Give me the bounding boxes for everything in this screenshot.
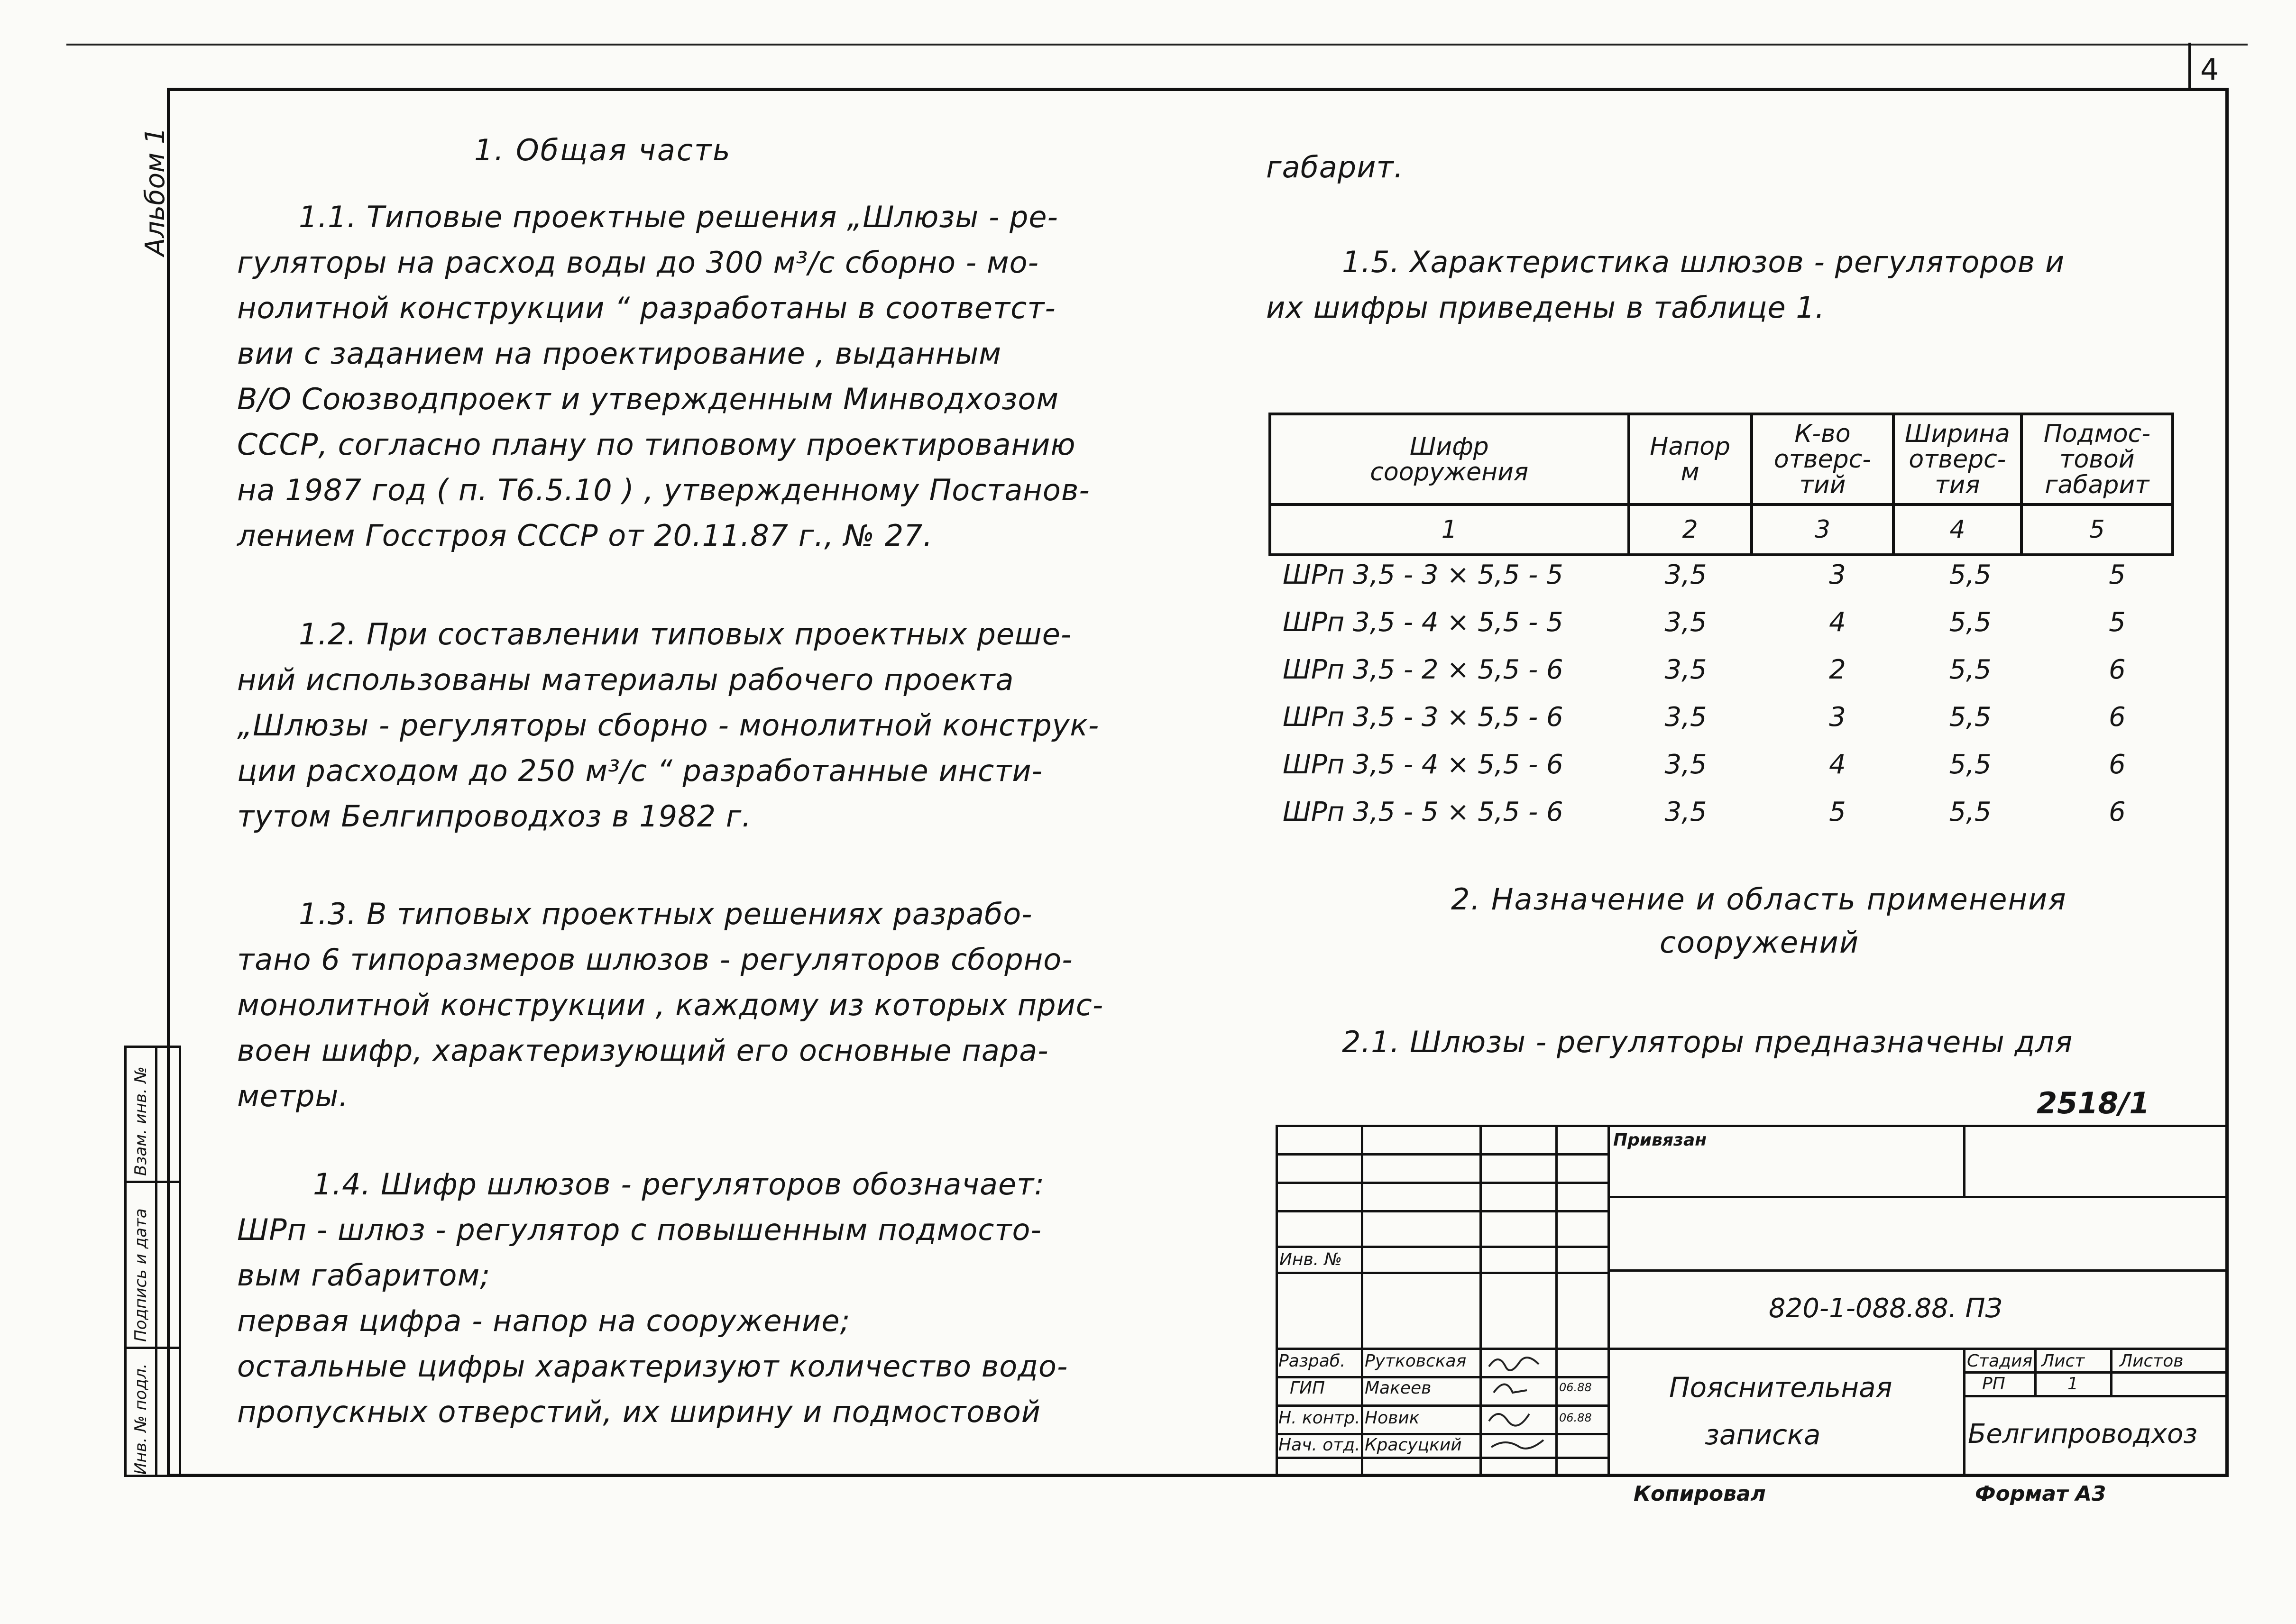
- tb-line: [1607, 1475, 2229, 1477]
- table-cell: 6: [2109, 702, 2126, 733]
- table-cell: 5: [2109, 607, 2126, 638]
- signature-date-label: Подпись и дата: [131, 1208, 150, 1342]
- structure-code-cell: ШРп 3,5 - 4 × 5,5 - 5: [1283, 607, 1563, 638]
- paragraph-1-1: [237, 194, 1090, 559]
- tb-line: [1607, 1348, 2229, 1350]
- section-2-title-line: сооружений: [1660, 925, 1860, 960]
- text-line: остальные цифры характеризуют количество водо-: [237, 1349, 1068, 1384]
- sign-date: 06.88: [1559, 1381, 1592, 1394]
- table-cell: 6: [2109, 749, 2126, 780]
- role-label: ГИП: [1290, 1378, 1325, 1398]
- table-row: [1283, 560, 2188, 607]
- table-1: [1268, 413, 2174, 556]
- table-cell: 5: [2109, 560, 2126, 590]
- tb-line: [1479, 1125, 1482, 1477]
- signatures: [1484, 1348, 1555, 1457]
- text-line: их шифры приведены в таблице 1.: [1266, 290, 1825, 325]
- table-cell: 4: [1829, 607, 1846, 638]
- text-line: монолитной конструкции , каждому из которых прис-: [237, 988, 1104, 1022]
- column-number: 5: [2021, 505, 2173, 555]
- document-name-line-2: записка: [1705, 1419, 1821, 1451]
- section-2-title-line: 2. Назначение и область применения: [1451, 882, 2067, 917]
- table-header-row: [1270, 414, 2173, 505]
- replaced-inv-label: Взам. инв. №: [131, 1066, 150, 1176]
- tb-line: [1276, 1246, 1607, 1248]
- sheet-label: Лист: [2041, 1351, 2085, 1371]
- table-header-cell: [1270, 414, 1629, 505]
- table-row: [1283, 607, 2188, 654]
- table-cell: 2: [1829, 654, 1846, 685]
- table-cell: 6: [2109, 654, 2126, 685]
- tb-line: [1607, 1196, 2229, 1198]
- header-text: отверс-: [1909, 445, 2006, 474]
- column-number: 2: [1629, 505, 1752, 555]
- text-line: 1.2. При составлении типовых проектных реше-: [299, 617, 1072, 651]
- inv-original-label: Инв. № подл.: [131, 1363, 150, 1475]
- text-line: ции расходом до 250 м³/с “ разработанные инсти-: [237, 753, 1043, 788]
- table-row: [1283, 749, 2188, 797]
- text-line: 1.1. Типовые проектные решения „Шлюзы - ре-: [299, 200, 1058, 234]
- tb-line: [1361, 1125, 1363, 1477]
- copied-label: Копировал: [1634, 1482, 1766, 1506]
- header-text: отверс-: [1773, 445, 1871, 474]
- table-cell: 5,5: [1949, 702, 1992, 733]
- header-text: сооружения: [1370, 458, 1529, 486]
- tb-line: [1607, 1269, 2229, 1272]
- tb-line: [1963, 1371, 2229, 1374]
- side-stamp-divider: [127, 1347, 179, 1349]
- organization-name: Белгипроводхоз: [1968, 1419, 2198, 1450]
- role-label: Разраб.: [1278, 1351, 1346, 1371]
- table-cell: 3: [1829, 702, 1846, 733]
- table-header-cell: [1893, 414, 2021, 505]
- text-line: на 1987 год ( п. Т6.5.10 ) , утвержденному Постанов-: [237, 473, 1090, 507]
- side-stamp: [124, 1046, 181, 1477]
- table-cell: 3,5: [1664, 607, 1707, 638]
- sheet-value: 1: [2067, 1374, 2078, 1394]
- table-cell: 3,5: [1664, 749, 1707, 780]
- structure-code-cell: ШРп 3,5 - 4 × 5,5 - 6: [1283, 749, 1563, 780]
- role-label: Н. контр.: [1278, 1408, 1360, 1428]
- header-text: Напор: [1650, 432, 1731, 461]
- table-cell: 5,5: [1949, 797, 1992, 827]
- sign-date: 06.88: [1559, 1411, 1592, 1424]
- side-stamp-divider: [155, 1048, 157, 1475]
- document-code: 820-1-088.88. ПЗ: [1769, 1293, 2002, 1324]
- tb-line: [1276, 1210, 1607, 1212]
- text-line: тано 6 типоразмеров шлюзов - регуляторов сборно-: [237, 942, 1073, 977]
- section-1-title: 1. Общая часть: [474, 133, 732, 167]
- text-line: „Шлюзы - регуляторы сборно - монолитной конструк-: [237, 708, 1100, 743]
- text-line: габарит.: [1266, 150, 1404, 184]
- text-line: метры.: [237, 1079, 349, 1113]
- header-text: габарит: [2045, 470, 2149, 499]
- text-line: 2.1. Шлюзы - регуляторы предназначены для: [1342, 1025, 2073, 1059]
- table-cell: 4: [1829, 749, 1846, 780]
- header-text: Ширина: [1904, 419, 2010, 448]
- album-label: Альбом 1: [140, 127, 171, 256]
- format-label: Формат А3: [1975, 1482, 2106, 1506]
- tb-line: [2034, 1348, 2037, 1395]
- structure-code-cell: ШРп 3,5 - 2 × 5,5 - 6: [1283, 654, 1563, 685]
- table-cell: 3: [1829, 560, 1846, 590]
- table-cell: 5,5: [1949, 607, 1992, 638]
- header-text: товой: [2059, 445, 2135, 474]
- tb-line: [1276, 1182, 1607, 1184]
- frame-top-line: [66, 44, 2248, 46]
- text-line: вии с заданием на проектирование , выданным: [237, 336, 1002, 371]
- tb-line: [1276, 1125, 2229, 1127]
- tb-line: [1276, 1125, 1278, 1477]
- continuation-text: [1266, 145, 1404, 190]
- sheets-label: Листов: [2120, 1351, 2184, 1371]
- table-header-cell: [1629, 414, 1752, 505]
- header-text: тия: [1935, 470, 1980, 499]
- bound-to-label: Привязан: [1613, 1130, 1707, 1150]
- table-header-cell: [2021, 414, 2173, 505]
- tb-line: [2226, 1125, 2229, 1477]
- tb-line: [2110, 1348, 2112, 1395]
- person-name: Макеев: [1365, 1378, 1432, 1398]
- side-stamp-divider: [127, 1181, 179, 1183]
- stage-value: РП: [1982, 1374, 2005, 1394]
- column-number: 1: [1270, 505, 1629, 555]
- section-2-title: [1451, 882, 2067, 960]
- tb-line: [1607, 1125, 1610, 1477]
- structure-code-cell: ШРп 3,5 - 3 × 5,5 - 6: [1283, 702, 1563, 733]
- page-number: 4: [2200, 52, 2219, 87]
- table-cell: 5,5: [1949, 560, 1992, 590]
- table-cell: 5,5: [1949, 749, 1992, 780]
- text-line: первая цифра - напор на сооружение;: [237, 1303, 851, 1338]
- text-line: лением Госстроя СССР от 20.11.87 г., № 27.: [237, 518, 933, 553]
- sheet-reference: 2518/1: [2037, 1086, 2150, 1120]
- paragraph-1-5: [1266, 239, 2065, 330]
- table-cell: 5: [1829, 797, 1846, 827]
- text-line: тутом Белгипроводхоз в 1982 г.: [237, 799, 752, 834]
- paragraph-1-4: [237, 1162, 1068, 1435]
- person-name: Красуцкий: [1365, 1435, 1462, 1455]
- tb-line: [1276, 1404, 1607, 1407]
- table-row: [1283, 797, 2188, 844]
- tb-line: [1963, 1125, 1965, 1196]
- tb-line: [1276, 1153, 1607, 1156]
- tb-line: [1276, 1272, 1607, 1274]
- structure-code-cell: ШРп 3,5 - 3 × 5,5 - 5: [1283, 560, 1563, 590]
- tb-line: [1276, 1376, 1607, 1378]
- header-text: Подмос-: [2043, 419, 2150, 448]
- text-line: гуляторы на расход воды до 300 м³/с сборно - мо-: [237, 245, 1039, 280]
- paragraph-1-2: [237, 612, 1099, 839]
- table-header-cell: [1752, 414, 1893, 505]
- text-line: СССР, согласно плану по типовому проектированию: [237, 427, 1076, 462]
- text-line: нолитной конструкции “ разработаны в соответст-: [237, 291, 1056, 325]
- text-line: пропускных отверстий, их ширину и подмостовой: [237, 1395, 1041, 1429]
- table-cell: 3,5: [1664, 560, 1707, 590]
- stage-label: Стадия: [1967, 1351, 2033, 1371]
- text-line: 1.3. В типовых проектных решениях разрабо-: [299, 897, 1033, 931]
- column-number: 3: [1752, 505, 1893, 555]
- person-name: Новик: [1365, 1408, 1420, 1428]
- tb-line: [1276, 1457, 1607, 1459]
- header-text: Шифр: [1409, 432, 1489, 461]
- tb-line: [1276, 1348, 1607, 1350]
- text-line: воен шифр, характеризующий его основные пара-: [237, 1033, 1049, 1068]
- paragraph-1-3: [237, 891, 1103, 1119]
- inv-no-label: Инв. №: [1279, 1250, 1342, 1269]
- tb-line: [1555, 1125, 1558, 1477]
- text-line: 1.4. Шифр шлюзов - регуляторов обозначает:: [313, 1167, 1045, 1202]
- tb-line: [1963, 1395, 2229, 1397]
- table-cell: 5,5: [1949, 654, 1992, 685]
- table-cell: 3,5: [1664, 654, 1707, 685]
- tb-line: [1963, 1348, 1965, 1477]
- text-line: В/О Союзводпроект и утвержденным Минводхозом: [237, 382, 1059, 416]
- text-line: ний использованы материалы рабочего проекта: [237, 662, 1014, 697]
- document-name-line-1: Пояснительная: [1669, 1371, 1892, 1404]
- structure-code-cell: ШРп 3,5 - 5 × 5,5 - 6: [1283, 797, 1563, 827]
- text-line: вым габаритом;: [237, 1258, 491, 1293]
- table-cell: 3,5: [1664, 797, 1707, 827]
- table-row: [1283, 702, 2188, 749]
- person-name: Рутковская: [1365, 1351, 1467, 1371]
- text-line: ШРп - шлюз - регулятор с повышенным подмосто-: [237, 1212, 1042, 1247]
- role-label: Нач. отд.: [1278, 1435, 1360, 1455]
- header-text: м: [1681, 458, 1699, 486]
- header-text: тий: [1799, 470, 1846, 499]
- table-cell: 6: [2109, 797, 2126, 827]
- paragraph-2-1: [1342, 1019, 2073, 1065]
- header-text: К-во: [1794, 419, 1851, 448]
- table-column-numbers-row: [1270, 505, 2173, 555]
- text-line: 1.5. Характеристика шлюзов - регуляторов и: [1342, 245, 2065, 279]
- title-block: [1276, 1125, 2229, 1477]
- column-number: 4: [1893, 505, 2021, 555]
- table-cell: 3,5: [1664, 702, 1707, 733]
- table-row: [1283, 654, 2188, 702]
